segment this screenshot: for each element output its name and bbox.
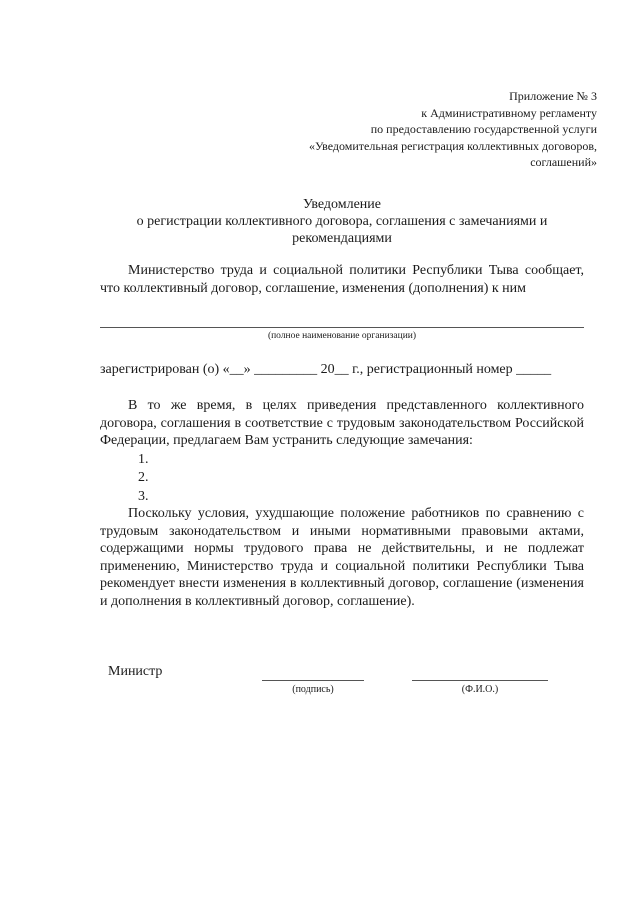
document-title [100,196,584,247]
remark-item: 3. [138,489,149,504]
full-name-caption: (Ф.И.О.) [461,684,499,695]
recommendation-paragraph: Поскольку условия, ухудшающие положение работников по сравнению с трудовым законодательством и иными нормативными правовыми актами, содержащими нормы трудового права не действительны, и не подлежат применению, Министерство труда и социальной политики Республики Тыва рекомендует внести изменения в коллективный договор, соглашение (изменения и дополнения в коллективный договор, соглашение). [100,506,584,609]
remark-item: 2. [138,470,149,485]
title-heading: Уведомление [302,197,381,212]
full-name-line [412,680,548,681]
organization-name-caption: (полное наименование организации) [267,331,417,341]
intro-paragraph: Министерство труда и социальной политики Республики Тыва сообщает, что коллективный договор, соглашение, изменения (дополнения) к ним [100,263,584,296]
organization-name-line [100,327,584,328]
remark-item: 1. [138,452,149,467]
registration-line: зарегистрирован (о) «__» _________ 20__ г., регистрационный номер _____ [100,362,552,377]
appendix-service-name-end: соглашений» [530,155,597,169]
minister-label: Министр [108,664,163,679]
appendix-service: по предоставлению государственной услуги [370,122,597,136]
appendix-regulation: к Административному регламенту [421,105,597,120]
title-subtitle: о регистрации коллективного договора, соглашения с замечаниями и рекомендациями [136,214,548,246]
signature-line [262,680,364,681]
appendix-header [217,88,597,171]
appendix-number: Приложение № 3 [509,89,597,103]
signature-caption: (подпись) [292,684,334,695]
remarks-intro-paragraph: В то же время, в целях приведения представленного коллективного договора, соглашения в соответствие с трудовым законодательством Российской Федерации, предлагаем Вам устранить следующие замечания: [100,398,584,448]
appendix-service-name: «Уведомительная регистрация коллективных договоров, [308,138,597,153]
